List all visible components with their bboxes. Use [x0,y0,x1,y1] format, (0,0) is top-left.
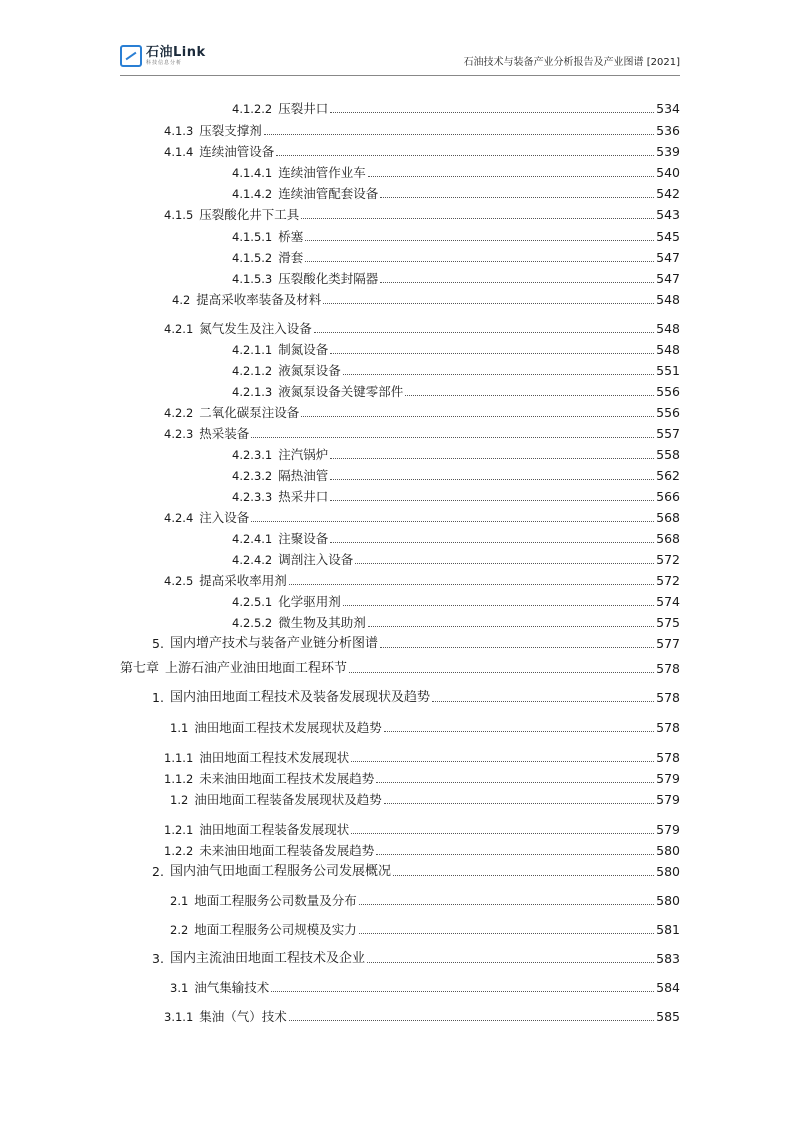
toc-entry[interactable] [232,464,680,484]
toc-leader-dots [301,416,654,417]
toc-entry[interactable] [232,225,680,245]
toc-number: 4.2.1.3 [232,385,273,399]
toc-number: 4.2.1 [164,322,194,336]
toc-page-number: 580 [656,843,680,858]
toc-page-number: 574 [656,594,680,609]
toc-label: 国内油田地面工程技术及装备发展现状及趋势 [169,690,430,705]
toc-number: 4.2.5.1 [232,595,273,609]
toc-leader-dots [384,731,654,732]
toc-number: 4.1.4.1 [232,166,273,180]
toc-number: 3. [152,951,164,966]
toc-page-number: 578 [656,690,680,705]
toc-number: 4.2.3 [164,427,194,441]
toc-label: 二氧化碳泵注设备 [199,405,300,420]
toc-leader-dots [380,647,654,648]
toc-page-number: 572 [656,573,680,588]
toc-leader-dots [271,991,654,992]
toc-label: 油气集输技术 [194,980,270,995]
toc-leader-dots [289,584,654,585]
toc-entry[interactable] [172,288,680,308]
toc-entry[interactable] [164,569,680,589]
toc-leader-dots [432,701,654,702]
toc-label: 提高采收率装备及材料 [196,292,322,307]
toc-entry[interactable] [164,818,680,838]
toc-page-number: 548 [656,292,680,307]
toc-page-number: 580 [656,893,680,908]
toc-label: 未来油田地面工程技术发展趋势 [199,771,375,786]
toc-leader-dots [368,176,654,177]
toc-page-number: 579 [656,771,680,786]
page-header [0,0,800,80]
toc-label: 国内增产技术与装备产业链分析图谱 [169,636,378,651]
toc-label: 油田地面工程装备发展现状及趋势 [194,792,382,807]
toc-leader-dots [330,500,654,501]
toc-leader-dots [330,479,654,480]
toc-number: 4.2.1.2 [232,364,273,378]
toc-label: 隔热油管 [278,468,329,483]
toc-page-number: 572 [656,552,680,567]
toc-page-number: 585 [656,1009,680,1024]
toc-page-number: 575 [656,615,680,630]
toc-leader-dots [251,521,654,522]
toc-page-number: 557 [656,426,680,441]
toc-leader-dots [351,761,654,762]
toc-label: 压裂井口 [278,101,329,116]
toc-leader-dots [349,672,654,673]
toc-page-number: 568 [656,510,680,525]
toc-page-number: 583 [656,951,680,966]
toc-entry[interactable] [232,182,680,202]
toc-page-number: 578 [656,750,680,765]
toc-label: 压裂酸化类封隔器 [278,271,379,286]
logo-mark-icon [120,45,142,67]
toc-label: 液氮泵设备关键零部件 [278,384,404,399]
toc-leader-dots [343,374,654,375]
toc-number: 4.2.4.1 [232,532,273,546]
toc-page-number: 547 [656,271,680,286]
toc-number: 4.2.3.2 [232,469,273,483]
toc-label: 油田地面工程技术发展现状及趋势 [194,720,382,735]
toc-number: 4.2.5.2 [232,616,273,630]
toc-number: 4.1.4 [164,145,194,159]
toc-leader-dots [359,904,654,905]
toc-number: 1.2.2 [164,844,194,858]
toc-page-number: 579 [656,822,680,837]
toc-leader-dots [380,282,654,283]
toc-entry[interactable] [152,860,680,880]
toc-label: 上游石油产业油田地面工程环节 [165,661,348,676]
toc-page-number: 548 [656,321,680,336]
toc-page-number: 566 [656,489,680,504]
toc-page-number: 584 [656,980,680,995]
toc-leader-dots [380,197,654,198]
toc-entry[interactable] [164,140,680,160]
toc-number: 1.2.1 [164,823,194,837]
toc-page-number: 581 [656,922,680,937]
toc-leader-dots [405,395,654,396]
toc-leader-dots [305,240,654,241]
toc-page-number: 579 [656,792,680,807]
toc-label: 国内主流油田地面工程技术及企业 [169,951,365,966]
toc-label: 注入设备 [199,510,250,525]
toc-page-number: 556 [656,384,680,399]
toc-label: 压裂酸化井下工具 [199,207,300,222]
toc-number: 2. [152,864,164,879]
toc-leader-dots [376,782,654,783]
toc-number: 1.2 [170,793,189,807]
toc-number: 4.2.5 [164,574,194,588]
toc-page-number: 539 [656,144,680,159]
toc-number: 第七章 [120,661,160,676]
toc-entry[interactable] [232,161,680,181]
logo-subtitle: 科技信息分析 [146,60,183,66]
toc-label: 连续油管设备 [199,144,275,159]
toc-entry[interactable] [232,485,680,505]
toc-page-number: 534 [656,101,680,116]
toc-entry[interactable] [164,119,680,139]
toc-entry[interactable] [152,947,680,967]
toc-entry[interactable] [170,716,680,736]
toc-page-number: 540 [656,165,680,180]
toc-leader-dots [384,803,654,804]
toc-page-number: 556 [656,405,680,420]
toc-entry[interactable] [232,548,680,568]
toc-leader-dots [314,332,654,333]
toc-entry[interactable] [170,788,680,808]
toc-number: 4.2.4.2 [232,553,273,567]
toc-page-number: 548 [656,342,680,357]
toc-entry[interactable] [232,527,680,547]
toc-page-number: 558 [656,447,680,462]
toc-entry[interactable] [170,889,680,909]
toc-entry[interactable] [164,401,680,421]
toc-entry[interactable] [232,338,680,358]
toc-number: 4.1.2.2 [232,102,273,116]
toc-entry[interactable] [232,267,680,287]
toc-number: 4.1.5.3 [232,272,273,286]
toc-label: 提高采收率用剂 [199,573,287,588]
toc-label: 调剖注入设备 [278,552,354,567]
toc-entry[interactable] [120,657,680,677]
toc-page-number: 551 [656,363,680,378]
toc-label: 微生物及其助剂 [278,615,366,630]
toc-number: 3.1.1 [164,1010,194,1024]
toc-entry[interactable] [170,918,680,938]
toc-entry[interactable] [152,686,680,706]
toc-number: 4.1.5 [164,208,194,222]
toc-label: 化学驱用剂 [278,594,341,609]
logo [120,44,206,68]
toc-label: 油田地面工程技术发展现状 [199,750,350,765]
toc-entry[interactable] [164,839,680,859]
toc-number: 2.2 [170,923,189,937]
toc-number: 4.1.5.1 [232,230,273,244]
toc-leader-dots [351,833,654,834]
toc-entry[interactable] [232,359,680,379]
toc-entry[interactable] [164,746,680,766]
toc-label: 压裂支撑剂 [199,123,262,138]
toc-page-number: 547 [656,250,680,265]
toc-page-number: 542 [656,186,680,201]
toc-label: 桥塞 [278,229,304,244]
toc-label: 连续油管作业车 [278,165,366,180]
toc-number: 2.1 [170,894,189,908]
toc-label: 氮气发生及注入设备 [199,321,312,336]
toc-entry[interactable] [232,443,680,463]
toc-label: 滑套 [278,250,304,265]
toc-leader-dots [301,218,654,219]
toc-number: 4.1.5.2 [232,251,273,265]
toc-label: 液氮泵设备 [278,363,341,378]
toc-entry[interactable] [164,1005,680,1025]
toc-label: 地面工程服务公司规模及实力 [194,922,357,937]
header-divider [120,75,680,76]
toc-entry[interactable] [232,380,680,400]
toc-entry[interactable] [164,203,680,223]
toc-number: 4.2.3.1 [232,448,273,462]
toc-label: 注汽锅炉 [278,447,329,462]
toc-number: 3.1 [170,981,189,995]
toc-number: 1.1.2 [164,772,194,786]
toc-page-number: 562 [656,468,680,483]
toc-leader-dots [355,563,654,564]
toc-leader-dots [305,261,654,262]
toc-leader-dots [367,962,654,963]
toc-leader-dots [264,134,654,135]
toc-leader-dots [359,933,654,934]
toc-label: 连续油管配套设备 [278,186,379,201]
toc-number: 4.1.3 [164,124,194,138]
toc-page-number: 577 [656,636,680,651]
toc-number: 4.2.3.3 [232,490,273,504]
toc-page-number: 578 [656,720,680,735]
toc-leader-dots [330,542,654,543]
toc-leader-dots [393,875,654,876]
toc-number: 4.2 [172,293,191,307]
toc-entry[interactable] [232,246,680,266]
toc-entry[interactable] [232,590,680,610]
toc-leader-dots [343,605,654,606]
toc-number: 4.1.4.2 [232,187,273,201]
toc-entry[interactable] [164,317,680,337]
toc-page-number: 580 [656,864,680,879]
report-title: 石油技术与装备产业分析报告及产业图谱 [2021] [463,57,680,68]
toc-entry[interactable] [164,422,680,442]
toc-leader-dots [276,155,654,156]
toc-label: 热采装备 [199,426,250,441]
toc-leader-dots [330,112,654,113]
toc-page-number: 578 [656,661,680,676]
toc-leader-dots [251,437,654,438]
toc-label: 热采井口 [278,489,329,504]
toc-page-number: 568 [656,531,680,546]
toc-leader-dots [323,303,654,304]
toc-label: 地面工程服务公司数量及分布 [194,893,357,908]
toc-leader-dots [289,1020,654,1021]
toc-label: 油田地面工程装备发展现状 [199,822,350,837]
toc-label: 国内油气田地面工程服务公司发展概况 [169,864,391,879]
logo-name: 石油Link [146,45,206,60]
toc-number: 1. [152,690,164,705]
toc-page-number: 545 [656,229,680,244]
toc-label: 未来油田地面工程装备发展趋势 [199,843,375,858]
toc-entry[interactable] [232,611,680,631]
toc-entry[interactable] [170,976,680,996]
toc-number: 4.2.4 [164,511,194,525]
toc-number: 4.2.1.1 [232,343,273,357]
toc-leader-dots [330,353,654,354]
toc-entry[interactable] [164,506,680,526]
toc-label: 注聚设备 [278,531,329,546]
toc-number: 1.1.1 [164,751,194,765]
toc-entry[interactable] [152,632,680,652]
toc-entry[interactable] [164,767,680,787]
toc-label: 制氮设备 [278,342,329,357]
toc-number: 5. [152,636,164,651]
toc-leader-dots [368,626,654,627]
toc-page-number: 536 [656,123,680,138]
toc-leader-dots [330,458,654,459]
toc-number: 1.1 [170,721,189,735]
toc-leader-dots [376,854,654,855]
toc-page-number: 543 [656,207,680,222]
toc-label: 集油（气）技术 [199,1009,287,1024]
toc-entry[interactable] [232,97,680,117]
toc-number: 4.2.2 [164,406,194,420]
